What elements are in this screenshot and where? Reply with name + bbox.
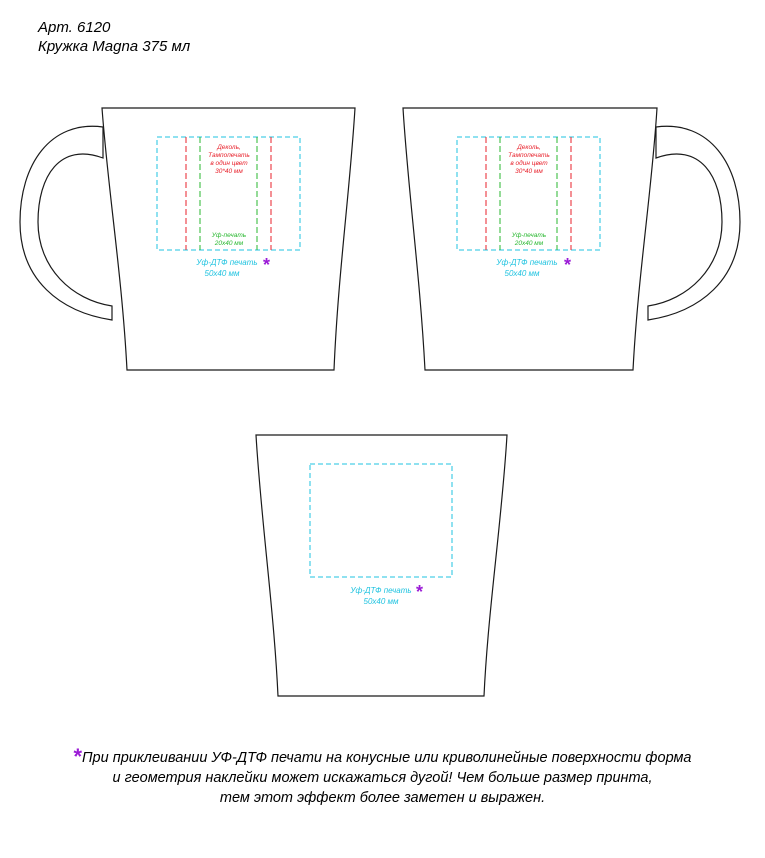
uv-label-right-1: Уф-печать <box>511 232 547 239</box>
mug-center <box>256 435 507 696</box>
uvdtf-label-center-2: 50х40 мм <box>363 597 399 606</box>
uvdtf-label-right-1: Уф-ДТФ печать <box>496 258 558 267</box>
decal-label-left-3: в один цвет <box>210 160 248 167</box>
mug-right <box>403 108 740 370</box>
decal-label-right-3: в один цвет <box>510 160 548 167</box>
mug-right-handle <box>648 126 740 320</box>
mug-left-handle <box>20 126 112 320</box>
footnote-line-2: и геометрия наклейки может искажаться дугой! Чем больше размер принта, <box>112 770 653 786</box>
decal-label-left-4: 30*40 мм <box>215 168 243 175</box>
uv-label-right-2: 20х40 мм <box>514 240 544 247</box>
uv-label-left-1: Уф-печать <box>211 232 247 239</box>
asterisk-right: * <box>564 255 572 275</box>
decal-label-right-4: 30*40 мм <box>515 168 543 175</box>
asterisk-center: * <box>416 582 424 602</box>
mug-left <box>20 108 355 370</box>
decal-label-right-2: Тампопечать <box>508 152 550 159</box>
uvdtf-label-right-2: 50х40 мм <box>504 269 540 278</box>
footnote-line-1 <box>20 745 745 768</box>
footnote-asterisk: * <box>73 744 83 769</box>
product-name: Кружка Magna 375 мл <box>38 38 191 55</box>
footnote-line-3: тем этот эффект более заметен и выражен. <box>219 790 546 806</box>
uv-label-left-2: 20х40 мм <box>214 240 244 247</box>
uvdtf-label-left-2: 50х40 мм <box>204 269 240 278</box>
decal-label-right-1: Деколь, <box>517 144 541 151</box>
decal-label-left-2: Тампопечать <box>208 152 250 159</box>
footnote-text-1: При приклеивании УФ-ДТФ печати на конусные или криволинейные поверхности форма <box>82 750 692 766</box>
mug-center-body <box>256 435 507 696</box>
footnote <box>20 745 745 808</box>
uvdtf-label-left-1: Уф-ДТФ печать <box>196 258 258 267</box>
article-number: Арт. 6120 <box>38 19 111 36</box>
asterisk-left: * <box>263 255 271 275</box>
uvdtf-label-center-1: Уф-ДТФ печать <box>350 586 412 595</box>
decal-label-left-1: Деколь, <box>217 144 241 151</box>
